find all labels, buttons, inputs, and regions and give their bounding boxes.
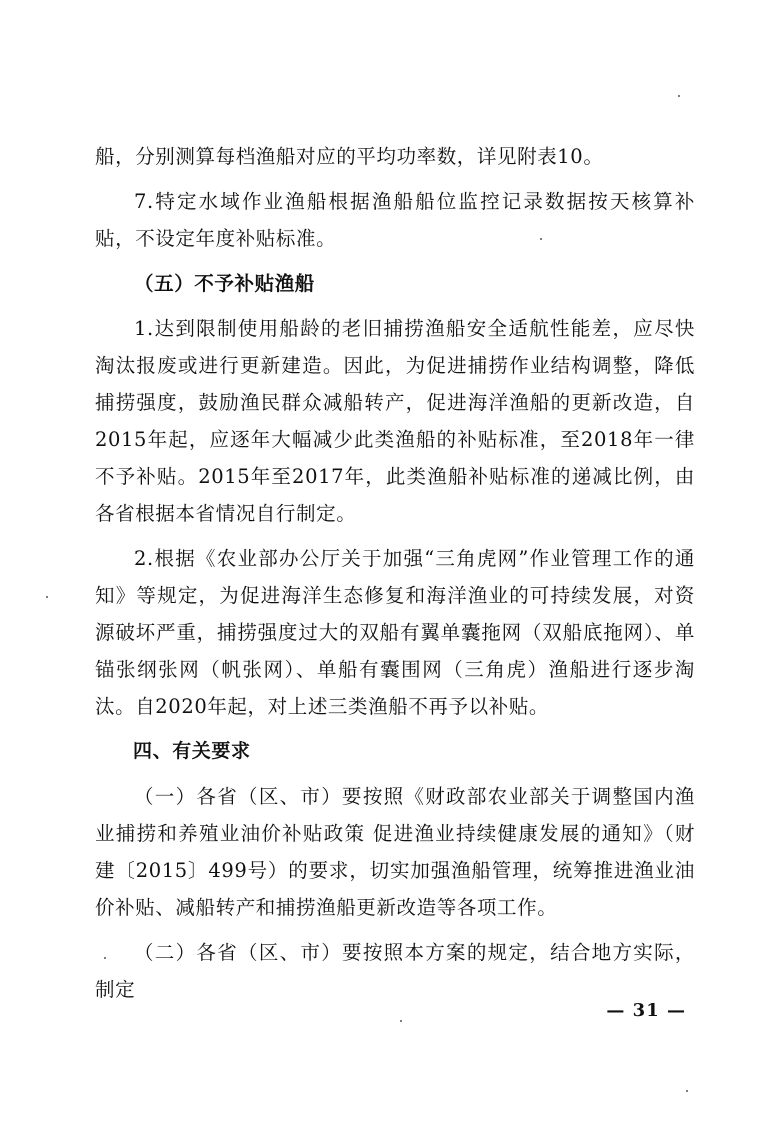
paragraph-requirement-2: （二）各省（区、市）要按照本方案的规定，结合地方实际，制定 [95, 941, 695, 1001]
page-number: — 31 — [606, 1000, 686, 1021]
scan-speck [678, 95, 680, 97]
paragraph-continuation: 船，分别测算每档渔船对应的平均功率数，详见附表10。 [95, 145, 604, 168]
scan-speck [686, 1090, 688, 1092]
paragraph-requirement-1: （一）各省（区、市）要按照《财政部农业部关于调整国内渔业捕捞和养殖业油价补贴政策 促进渔业持续健康发展的通知》（财建〔2015〕499号）的要求，切实加强渔船管理，统筹推进渔业油价补贴、减船转产和捕捞渔船更新改造等各项工作。 [95, 785, 695, 919]
paragraph-item-1: 1.达到限制使用船龄的老旧捕捞渔船安全适航性能差，应尽快淘汰报废或进行更新建造。因此，为促进捕捞作业结构调整，降低捕捞强度，鼓励渔民群众减船转产，促进海洋渔船的更新改造，自2015年起，应逐年大幅减少此类渔船的补贴标准，至2018年一律不予补贴。2015年至2017年，此类渔船补贴标准的递减比例，由各省根据本省情况自行制定。 [95, 317, 695, 525]
scan-speck [46, 596, 48, 598]
scan-speck [540, 238, 542, 240]
paragraph-item-7: 7.特定水域作业渔船根据渔船船位监控记录数据按天核算补贴，不设定年度补贴标准。 [95, 190, 695, 250]
scan-speck [104, 957, 106, 959]
part-heading-4: 四、有关要求 [133, 740, 251, 762]
scan-speck [400, 1020, 402, 1022]
section-heading-5: （五）不予补贴渔船 [134, 272, 315, 295]
paragraph-item-2: 2.根据《农业部办公厅关于加强“三角虎网”作业管理工作的通知》等规定，为促进海洋生态修复和海洋渔业的可持续发展，对资源破坏严重，捕捞强度过大的双船有翼单囊拖网（双船底拖网）、单锚张纲张网（帆张网）、单船有囊围网（三角虎）渔船进行逐步淘汰。自2020年起，对上述三类渔船不再予以补贴。 [95, 547, 695, 718]
body-text [95, 138, 695, 1016]
